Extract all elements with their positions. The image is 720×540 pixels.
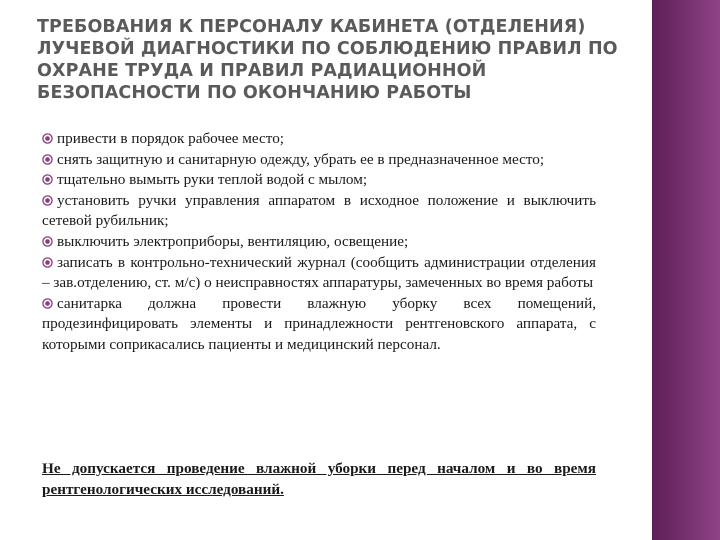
circle-bullet-icon	[42, 298, 53, 309]
list-item-text: снять защитную и санитарную одежду, убрать ее в предназначенное место;	[57, 150, 545, 168]
list-item	[42, 294, 596, 356]
bullet-list	[42, 129, 596, 356]
list-item-text: выключить электроприборы, вентиляцию, освещение;	[57, 232, 409, 250]
list-item-text: привести в порядок рабочее место;	[57, 130, 285, 147]
circle-bullet-icon	[42, 154, 53, 165]
list-item-text: санитарка должна провести влажную уборку всех помещений, продезинфицировать элементы и принадлежности рентгеновского аппарата, с которыми соприкасались пациенты и медицинский персонал.	[42, 294, 596, 353]
list-item-text: установить ручки управления аппаратом в исходное положение и выключить сетевой рубильник;	[42, 191, 596, 230]
list-item	[42, 129, 596, 150]
warning-note: Не допускается проведение влажной уборки перед началом и во время рентгенологических исследований.	[42, 460, 596, 498]
slide-title: ТРЕБОВАНИЯ К ПЕРСОНАЛУ КАБИНЕТА (ОТДЕЛЕНИЯ) ЛУЧЕВОЙ ДИАГНОСТИКИ ПО СОБЛЮДЕНИЮ ПРАВИЛ ПО ОХРАНЕ ТРУДА И ПРАВИЛ РАДИАЦИОННОЙ БЕЗОПАСНОСТИ ПО ОКОНЧАНИЮ РАБОТЫ	[37, 17, 618, 103]
list-item-text: записать в контрольно-технический журнал (сообщить администрации отделения – зав.отделению, ст. м/с) о неисправностях аппаратуры, замеченных во время работы	[42, 253, 596, 292]
list-item	[42, 191, 596, 232]
list-item	[42, 253, 596, 294]
list-item	[42, 232, 596, 253]
circle-bullet-icon	[42, 174, 53, 185]
circle-bullet-icon	[42, 257, 53, 268]
circle-bullet-icon	[42, 133, 53, 144]
circle-bullet-icon	[42, 236, 53, 247]
list-item-text: тщательно вымыть руки теплой водой с мылом;	[57, 171, 368, 189]
decorative-sidebar	[652, 0, 720, 540]
sidebar-divider	[650, 0, 652, 540]
circle-bullet-icon	[42, 195, 53, 206]
list-item	[42, 170, 596, 191]
list-item	[42, 150, 596, 171]
